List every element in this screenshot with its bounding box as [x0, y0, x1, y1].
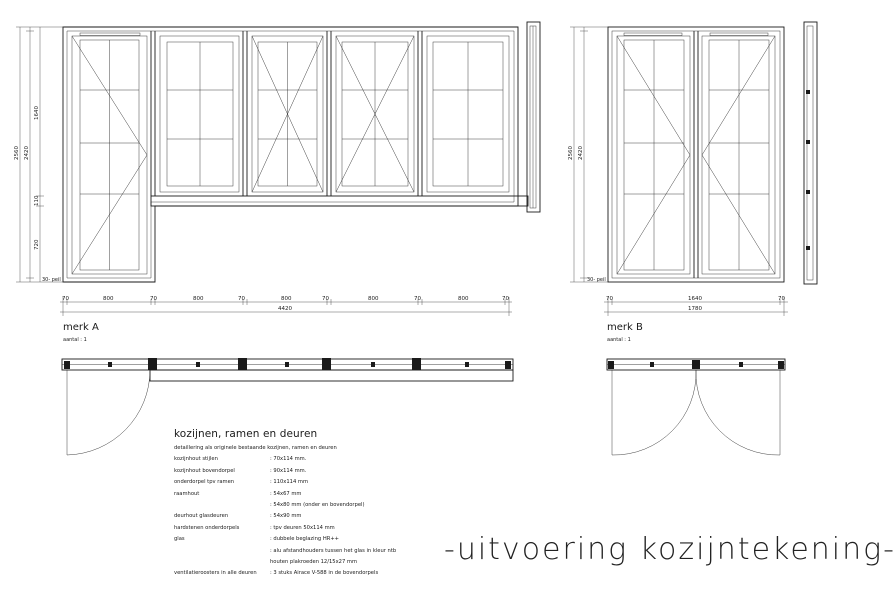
spec-key — [174, 500, 270, 511]
spec-key: kozijnhout stijlen — [174, 456, 218, 463]
spec-row — [174, 454, 434, 465]
merk-b-title: merk B — [607, 322, 643, 333]
dim-text: 70 — [414, 296, 421, 302]
dim-text: 800 — [103, 296, 114, 302]
dim-text: 2560 — [14, 146, 20, 160]
spec-title: kozijnen, ramen en deuren — [174, 428, 318, 440]
spec-value: : tpv deuren 50x114 mm — [270, 524, 335, 531]
spec-key: deurhout glasdeuren — [174, 513, 229, 520]
spec-key: kozijnhout bovendorpel — [174, 467, 235, 474]
spec-value: : 3 stuks Airace V-588 in de bovendorpels — [270, 570, 379, 577]
dim-text: 800 — [368, 296, 379, 302]
spec-value: : 110x114 mm — [270, 479, 309, 486]
merk-a-vertical-labels — [14, 106, 40, 250]
dim-total-text: 4420 — [278, 306, 292, 312]
dim-text: 70 — [150, 296, 157, 302]
merk-a-elevation — [63, 22, 540, 282]
spec-key: hardstenen onderdorpels — [174, 524, 240, 531]
spec-value: : 54x90 mm — [270, 513, 302, 520]
dim-text: 720 — [34, 239, 40, 250]
spec-row — [174, 534, 434, 545]
spec-value: : 54x80 mm (onder en bovendorpel) — [270, 502, 365, 509]
spec-key — [174, 546, 270, 557]
dim-text: 1640 — [688, 296, 702, 302]
dim-text: 2560 — [568, 146, 574, 160]
floor-label: 30- peil — [42, 277, 61, 283]
spec-row — [174, 557, 434, 568]
spec-row — [174, 568, 434, 579]
spec-key: onderdorpel tpv ramen — [174, 479, 235, 486]
drawing-title: -uitvoering kozijntekening- — [444, 532, 896, 567]
dim-text: 1640 — [34, 106, 40, 120]
spec-row — [174, 500, 434, 511]
dim-text: 2420 — [24, 146, 30, 160]
dim-total-text: 1780 — [688, 306, 702, 312]
spec-value: : 70x114 mm. — [270, 456, 307, 463]
specification-block — [174, 428, 434, 580]
dim-text: 800 — [458, 296, 469, 302]
dim-text: 800 — [281, 296, 292, 302]
spec-key: detaillering als originele bestaande kozijnen, ramen en deuren — [174, 445, 337, 451]
spec-row — [174, 443, 434, 454]
merk-b-vertical-dims — [570, 27, 608, 282]
spec-key: raamhout — [174, 490, 200, 497]
dim-text: 70 — [322, 296, 329, 302]
dim-text: 110 — [34, 195, 40, 206]
merk-a-horizontal-labels — [62, 296, 509, 312]
dim-text: 800 — [193, 296, 204, 302]
dim-text: 70 — [502, 296, 509, 302]
spec-key: glas — [174, 536, 185, 543]
merk-b-elevation — [608, 22, 817, 284]
spec-key: ventilatieroosters in alle deuren — [174, 570, 257, 577]
spec-value: : 90x114 mm. — [270, 467, 307, 474]
dim-text: 2420 — [578, 146, 584, 160]
spec-row — [174, 489, 434, 500]
merk-b-plan — [607, 359, 785, 455]
spec-value: : dubbele beglazing HR++ — [270, 536, 340, 543]
floor-label: 30- peil — [587, 277, 606, 283]
spec-row — [174, 466, 434, 477]
spec-key — [174, 557, 270, 568]
merk-b-count: aantal : 1 — [607, 337, 631, 343]
spec-row — [174, 477, 434, 488]
dim-text: 70 — [62, 296, 69, 302]
dim-text: 70 — [606, 296, 613, 302]
spec-row — [174, 511, 434, 522]
spec-row — [174, 523, 434, 534]
spec-value: : alu afstandhouders tussen het glas in kleur ntb — [270, 547, 397, 554]
spec-value: houten plakroeden 12/15x27 mm — [270, 559, 358, 566]
spec-row — [174, 546, 434, 557]
dim-text: 70 — [778, 296, 785, 302]
dim-text: 70 — [238, 296, 245, 302]
spec-value: : 54x67 mm — [270, 490, 302, 497]
merk-a-count: aantal : 1 — [63, 337, 87, 343]
merk-a-title: merk A — [63, 322, 99, 333]
